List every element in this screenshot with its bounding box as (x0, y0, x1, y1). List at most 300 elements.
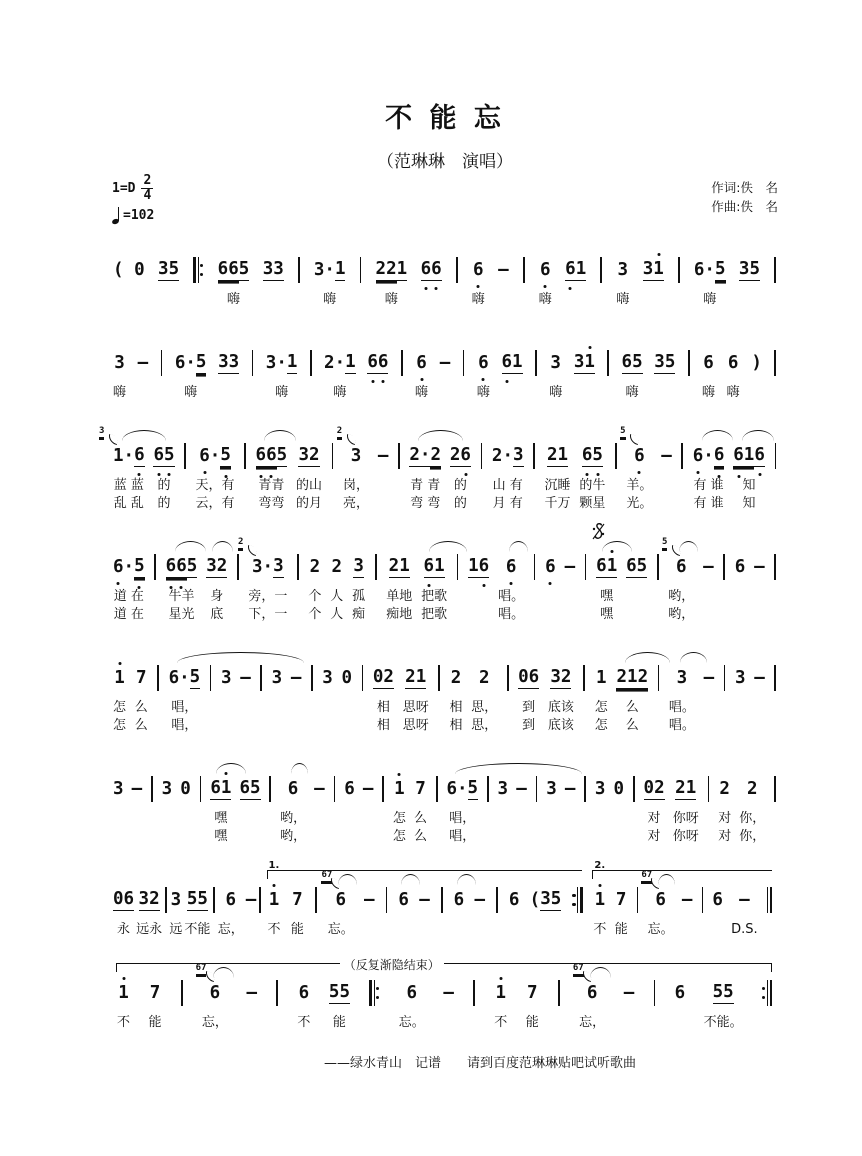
lyric-stack (224, 699, 228, 735)
note-cell (450, 443, 471, 513)
barline (723, 554, 726, 580)
note-line (195, 963, 221, 1004)
note-cell (393, 776, 406, 846)
bracket-label: 2. (594, 860, 606, 871)
barline (374, 554, 377, 580)
note-char: 0 (372, 667, 384, 687)
lyric-syllable: 思呀 (402, 700, 429, 715)
note-line (713, 980, 734, 1004)
score (99, 230, 778, 1032)
note-char: 5 (339, 982, 350, 1002)
lyric-syllable (141, 384, 145, 402)
note-segment (498, 259, 509, 281)
note-segment (291, 667, 302, 689)
grace-hook (649, 878, 661, 889)
note-segment (415, 778, 426, 800)
repeat-dot (572, 903, 575, 906)
lyric-syllable: 岗， (343, 478, 370, 493)
lyric-syllable (325, 717, 329, 735)
note-segment (676, 556, 687, 578)
octave-dot-below (718, 475, 721, 478)
note-char: 6 (565, 258, 576, 280)
lyric-syllable: 嗨 (113, 385, 127, 400)
lyric-syllable: 嘿 (600, 589, 614, 604)
lyric-syllable: 痴 (352, 607, 366, 622)
slur-arc (122, 430, 166, 441)
octave-dot-below (180, 586, 183, 589)
note-segment (239, 258, 250, 281)
barline (701, 887, 704, 913)
lyric-stack (280, 810, 306, 846)
note-char: 2 (546, 445, 558, 465)
lyric-stack (381, 477, 385, 513)
grace-notes: 3 (99, 426, 105, 436)
note-char: 1 (118, 982, 129, 1004)
lyric-stack (113, 699, 126, 735)
note-line (550, 350, 561, 374)
lyric-syllable: 唱， (171, 718, 198, 733)
note-char: 6 (367, 351, 378, 373)
note-char: 1 (512, 352, 523, 372)
lyric-stack (343, 477, 369, 513)
barline (532, 443, 535, 469)
lyric-stack (757, 588, 761, 624)
note-segment (703, 352, 714, 374)
note-cell (246, 980, 257, 1032)
lyric-syllable: 不 (267, 922, 281, 937)
barline-stroke (260, 665, 262, 691)
note-line (324, 350, 356, 374)
repeat-dot (376, 987, 379, 990)
note-segment (269, 889, 280, 911)
lyric-stack (447, 1014, 451, 1032)
note-segment (468, 777, 479, 800)
note-char: 7 (527, 983, 538, 1003)
note-segment (735, 556, 746, 578)
note-char: 6 (734, 557, 746, 577)
lyric-syllable: 蓝 蓝 (113, 478, 144, 493)
octave-dot-below (168, 473, 171, 476)
lyric-stack (248, 588, 287, 624)
note-segment (210, 982, 221, 1004)
note-line (643, 257, 664, 281)
note-char: 5 (328, 982, 340, 1002)
note-cell (206, 554, 227, 624)
octave-dot-below (482, 378, 485, 381)
note-char: 6 (406, 983, 418, 1003)
lyric-syllable (429, 291, 433, 309)
note-segment (180, 778, 191, 800)
note-char: 2 (149, 889, 160, 909)
note-line (582, 443, 603, 467)
note-char: 1 (468, 556, 479, 576)
note-char: 0 (341, 668, 353, 688)
grace-hook (628, 434, 640, 445)
lyric-stack (294, 699, 298, 735)
note-segment (329, 981, 350, 1004)
lyric-syllable (549, 828, 553, 846)
lyric-syllable: 不 (494, 1015, 508, 1030)
note-segment (220, 444, 231, 467)
note-cell (614, 776, 625, 846)
lyric-syllable: 个 (308, 607, 322, 622)
note-line (373, 665, 394, 689)
bracket-line (267, 870, 583, 879)
lyric-syllable: 乱 乱 (113, 496, 144, 511)
note-cell (654, 350, 675, 402)
note-char: 1 (286, 352, 298, 372)
lyric-stack (414, 810, 427, 846)
note-segment (175, 352, 196, 374)
lyric-syllable (738, 717, 742, 735)
note-line (367, 350, 388, 374)
lyric-syllable: 嘿 (214, 829, 228, 844)
note-line (735, 665, 746, 689)
note-segment (158, 258, 179, 281)
note-char: · (334, 353, 346, 373)
note-char: 6 (378, 351, 389, 373)
barline (455, 257, 458, 283)
note-char: 1 (557, 445, 569, 465)
note-line (616, 887, 627, 911)
note-char: 6 (674, 983, 686, 1003)
note-cell (565, 554, 576, 624)
barline (707, 776, 710, 802)
lyric-stack (501, 810, 505, 846)
note-char: 5 (238, 259, 250, 279)
note-cell (280, 776, 306, 846)
note-char: 6 (398, 890, 409, 910)
bracket-label: （反复渐隐结束） (340, 956, 444, 973)
lyric-syllable: 千万 (544, 496, 571, 511)
note-line (565, 554, 576, 578)
barline-stroke (436, 776, 438, 802)
music-system-4 (112, 527, 778, 624)
lyric-syllable: 底 (210, 607, 224, 622)
note-char: 5 (632, 352, 643, 372)
lyric-stack (117, 921, 130, 939)
lyric-syllable: 山 有 (492, 478, 523, 493)
note-char: 3 (262, 259, 274, 279)
note-char: 3 (206, 556, 217, 576)
barline (774, 350, 777, 376)
lyric-syllable: 有 谁 (693, 496, 724, 511)
lyric-syllable: 嗨 (471, 292, 485, 307)
barline (600, 257, 603, 283)
lyric-stack (669, 699, 695, 735)
note-char: 3 (273, 259, 284, 279)
key-signature: 1=D (112, 180, 136, 196)
lyric-syllable (325, 699, 329, 717)
note-char: 2 (654, 778, 665, 798)
lyric-syllable: 么 (413, 829, 427, 844)
barline (773, 776, 776, 802)
note-char: 6 (256, 444, 267, 466)
barline-stroke (770, 887, 773, 913)
note-cell (256, 443, 288, 513)
lyric-syllable: 旁，一 (248, 589, 288, 604)
note-cell (498, 554, 524, 624)
barline (276, 980, 279, 1006)
note-char: — (623, 983, 635, 1003)
lyric-syllable: 嘿 (214, 811, 228, 826)
note-char: — (131, 779, 143, 799)
barline-stroke (583, 665, 585, 691)
note-cell (472, 257, 485, 309)
barline-stroke (157, 665, 159, 691)
note-char: 7 (292, 890, 303, 910)
lyric-stack (616, 291, 629, 309)
note-char: 5 (186, 889, 198, 909)
note-cell (342, 665, 353, 735)
note-line (675, 980, 686, 1004)
repeat-dot (200, 273, 203, 276)
note-line (221, 665, 232, 689)
note-char: 6 (703, 353, 714, 373)
note-char: 5 (189, 667, 201, 687)
note-cell (712, 887, 723, 939)
barline-stroke (441, 887, 443, 913)
note-line (518, 665, 539, 689)
octave-dot-below (424, 287, 427, 290)
barline-stroke (473, 980, 475, 1006)
note-segment (114, 667, 125, 689)
note-char: 2 (388, 556, 400, 576)
note-line (565, 257, 586, 281)
note-cell (545, 443, 571, 513)
lyric-stack (600, 588, 613, 624)
note-char: ( (113, 260, 124, 280)
lyric-syllable: 远 (169, 922, 183, 937)
note-segment (398, 889, 409, 911)
note-line (596, 665, 607, 689)
lyric-syllable (574, 291, 578, 309)
grace-notes: 67 (572, 963, 584, 973)
lyric-syllable: 孤 (352, 589, 366, 604)
note-line (331, 554, 342, 578)
lyric-syllable: 亮， (343, 496, 370, 511)
note-segment (747, 778, 758, 800)
lyric-syllable (510, 384, 514, 402)
barline-stroke (184, 443, 186, 469)
note-cell (718, 776, 731, 846)
note-cell (399, 980, 425, 1032)
note-char: 2 (560, 667, 572, 687)
lyric-syllable: 不能 (184, 922, 211, 937)
note-char: 7 (415, 779, 426, 799)
slur-arc (702, 430, 734, 441)
note-cell (548, 665, 574, 735)
fade-repeat-bracket (116, 958, 774, 1032)
barline-stroke (297, 554, 299, 580)
lyric-stack (702, 384, 715, 402)
note-char: — (564, 557, 576, 577)
note-cell (218, 257, 250, 309)
note-segment (113, 888, 134, 911)
note-char: 6 (502, 351, 513, 373)
lyric-syllable: 嘿 (600, 607, 614, 622)
note-char: 6 (298, 983, 310, 1003)
note-segment (240, 777, 261, 800)
note-line (118, 980, 129, 1004)
note-char: — (739, 890, 750, 910)
note-char: 3 (594, 779, 606, 799)
note-char: — (703, 668, 715, 688)
lyric-syllable (598, 810, 602, 828)
lyric-syllable (478, 921, 482, 939)
lyric-stack (707, 699, 711, 735)
note-char: 1 (575, 259, 587, 279)
lyric-stack (685, 921, 689, 939)
lyric-syllable: 光。 (626, 496, 653, 511)
note-char: 6 (675, 557, 687, 577)
note-segment (550, 666, 571, 689)
grace-notes: 2 (238, 537, 244, 547)
barline (774, 554, 777, 580)
barline (164, 887, 167, 913)
note-char: 2 (491, 446, 503, 466)
note-segment (298, 444, 319, 467)
barline-stroke (456, 257, 458, 283)
note-cell (545, 554, 556, 624)
note-segment (582, 444, 603, 467)
lyric-syllable: 相 (376, 700, 390, 715)
lyric-syllable (294, 699, 298, 717)
barline-stroke (360, 257, 362, 283)
lyric-syllable: 嗨 (701, 385, 715, 400)
note-line (703, 350, 714, 374)
note-line (398, 887, 409, 911)
octave-dot-below (482, 584, 485, 587)
lyric-syllable: 青青 (258, 478, 285, 493)
lyric-stack (549, 810, 553, 846)
barline-stroke (658, 665, 660, 691)
barline-stroke (774, 776, 776, 802)
lyric-syllable: 下，一 (248, 607, 288, 622)
begin-repeat-barline (369, 980, 381, 1006)
barline-stroke (615, 443, 617, 469)
note-segment (595, 889, 606, 911)
note-segment (136, 667, 147, 689)
octave-dot-above (398, 773, 401, 776)
note-line (644, 776, 665, 800)
note-line (376, 257, 408, 281)
music-system-8 (112, 953, 778, 1032)
lyric-stack (399, 1014, 425, 1032)
note-char: 6 (621, 352, 633, 372)
note-segment (331, 556, 342, 578)
note-segment (171, 889, 182, 911)
note-segment (419, 889, 430, 911)
lyric-stack (317, 810, 321, 846)
octave-dot-below (138, 473, 141, 476)
note-char: — (754, 557, 765, 577)
lyric-stack (114, 477, 144, 513)
lyric-syllable: 对 (647, 811, 661, 826)
lyric-syllable (165, 828, 169, 846)
note-char: ) (751, 353, 762, 373)
note-char: 6 (210, 778, 221, 798)
note-char: 6 (225, 890, 236, 910)
note-char: 5 (712, 982, 724, 1002)
music-system-7 (112, 860, 778, 939)
note-char: 3 (252, 557, 263, 577)
slur-arc (509, 541, 528, 552)
note-cell (477, 350, 490, 402)
lyric-syllable: 身 (210, 589, 224, 604)
lyric-syllable: 把歌 (421, 607, 448, 622)
lyric-stack (651, 291, 655, 309)
note-char: — (419, 890, 430, 910)
lyric-syllable: 唱， (171, 700, 198, 715)
note-char: 7 (136, 668, 147, 688)
lyric-syllable (422, 921, 426, 939)
lyric-syllable: 嗨 (184, 385, 198, 400)
note-char: · (703, 446, 714, 466)
note-line (614, 776, 625, 800)
note-segment (587, 982, 598, 1004)
note-line (419, 887, 430, 911)
barline-stroke (633, 776, 635, 802)
note-segment (661, 445, 672, 467)
note-char: 1 (114, 667, 125, 689)
note-line (440, 350, 451, 374)
note-char: 5 (164, 444, 175, 466)
note-line (291, 665, 302, 689)
lyric-stack (449, 810, 475, 846)
lyric-syllable (477, 588, 481, 606)
note-segment (540, 888, 561, 911)
note-cell (415, 350, 428, 402)
barline-stroke (154, 554, 156, 580)
lyric-stack (501, 291, 505, 309)
lyric-syllable: 把歌 (421, 589, 448, 604)
lyric-syllable (366, 810, 370, 828)
note-cell (314, 776, 325, 846)
note-char: 1 (334, 259, 346, 279)
note-char: — (240, 668, 251, 688)
note-line (321, 870, 346, 911)
note-line (218, 257, 250, 281)
barline (236, 554, 239, 580)
note-char: · (179, 668, 190, 688)
note-char: 1 (653, 258, 664, 280)
barline (385, 887, 388, 913)
note-char: 3 (114, 353, 125, 373)
lyric-syllable: 天，有 (195, 478, 235, 493)
note-cell (616, 257, 629, 309)
barline (212, 887, 215, 913)
lyric-syllable: D.S. (731, 922, 758, 937)
note-char: 6 (174, 353, 186, 373)
note-segment (694, 259, 715, 281)
note-char: 3 (161, 779, 173, 799)
note-segment (324, 352, 345, 374)
lyric-syllable: 唱， (449, 811, 476, 826)
barline-stroke (369, 980, 372, 1006)
lyric-syllable: 嗨 (549, 385, 563, 400)
barline (258, 887, 261, 913)
note-cell (735, 665, 746, 735)
note-line (735, 554, 746, 578)
octave-dot-below (737, 475, 740, 478)
lyric-stack (268, 921, 281, 939)
note-segment (118, 982, 129, 1004)
barline (154, 554, 157, 580)
lyric-stack (450, 699, 463, 735)
lyric-syllable: 道 在 (113, 589, 144, 604)
lyric-syllable: 到 (522, 700, 536, 715)
